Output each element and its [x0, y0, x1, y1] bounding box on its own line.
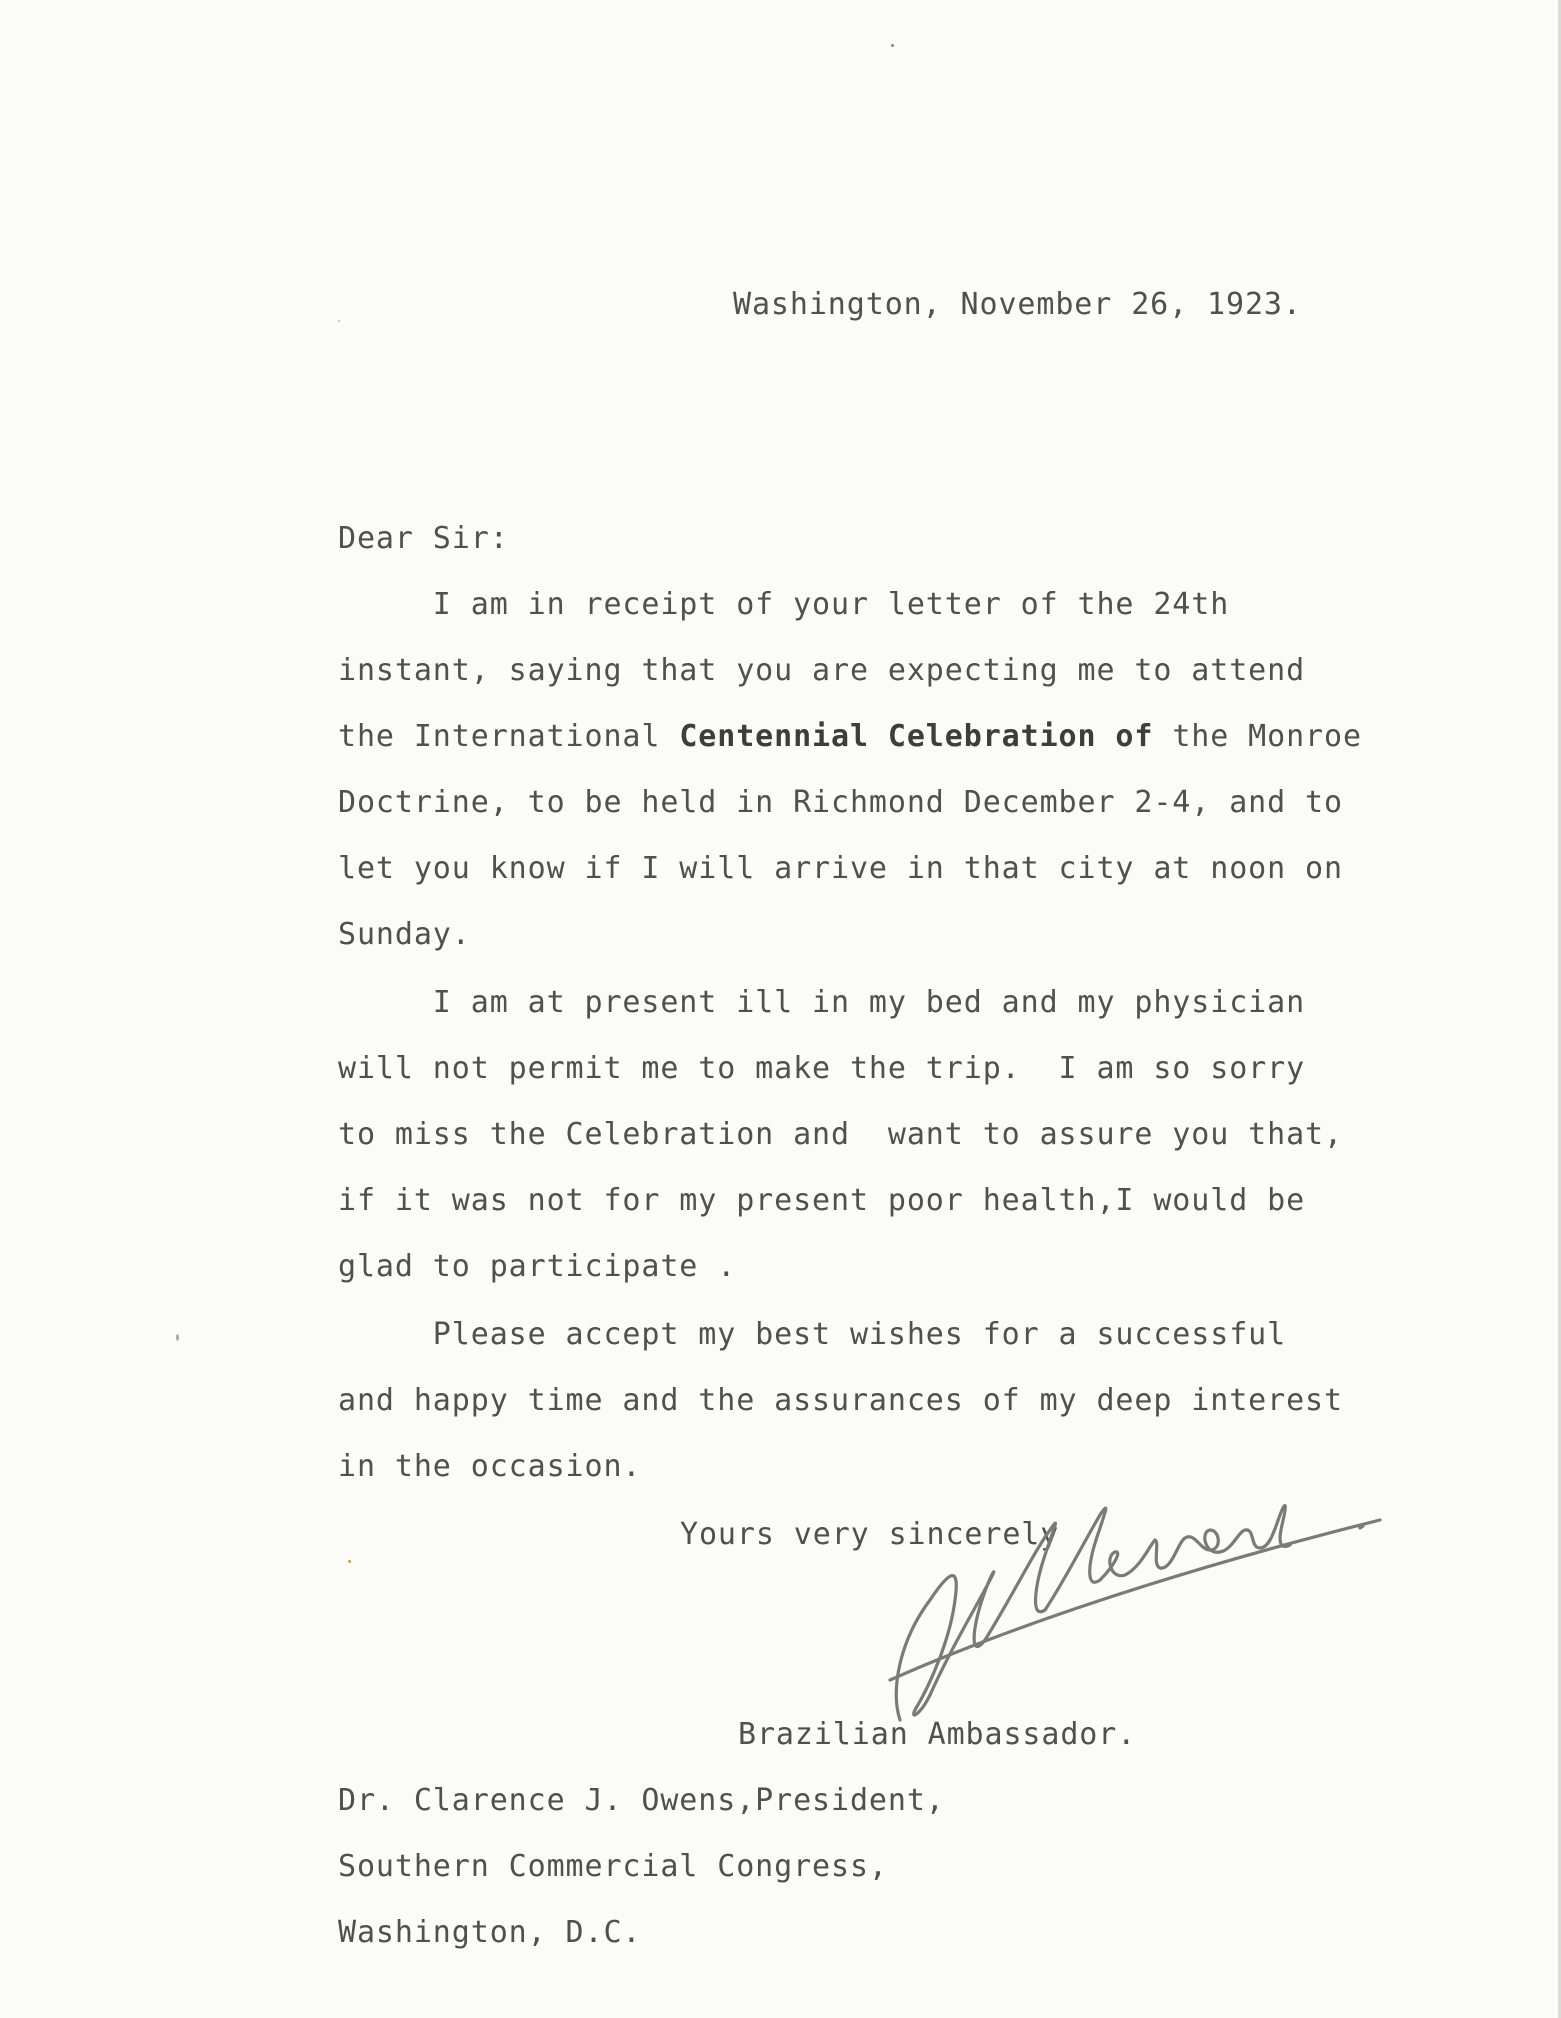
paper-speck	[891, 44, 894, 47]
paragraph-1-line-6: Sunday.	[338, 917, 471, 952]
handwritten-signature	[860, 1470, 1400, 1740]
paragraph-2-line-4: if it was not for my present poor health,I would be	[338, 1183, 1306, 1218]
paragraph-1-line-3	[338, 719, 1362, 754]
paragraph-2-line-2: will not permit me to make the trip. I am so sorry	[338, 1051, 1306, 1086]
paragraph-2-line-3: to miss the Celebration and want to assure you that,	[338, 1117, 1343, 1152]
paragraph-3-line-3: in the occasion.	[338, 1449, 642, 1484]
paragraph-3-line-1: Please accept my best wishes for a successful	[338, 1317, 1287, 1352]
paper-speck	[338, 320, 340, 322]
closing: Yours very sincerely	[680, 1517, 1060, 1552]
paragraph-1-line-5: let you know if I will arrive in that city at noon on	[338, 851, 1343, 886]
paragraph-1-line-1: I am in receipt of your letter of the 24th	[338, 587, 1230, 622]
paper-speck	[176, 1334, 179, 1341]
paragraph-3-line-2: and happy time and the assurances of my deep interest	[338, 1383, 1343, 1418]
recipient-line-1: Dr. Clarence J. Owens,President,	[338, 1783, 945, 1818]
dateline: Washington, November 26, 1923.	[733, 287, 1302, 322]
salutation: Dear Sir:	[338, 521, 509, 556]
recipient-line-2: Southern Commercial Congress,	[338, 1849, 888, 1884]
recipient-line-3: Washington, D.C.	[338, 1915, 642, 1950]
paragraph-1-line-3-end: the Monroe	[1153, 719, 1362, 754]
paragraph-2-line-1: I am at present ill in my bed and my physician	[338, 985, 1306, 1020]
signer-title: Brazilian Ambassador.	[738, 1717, 1137, 1752]
paragraph-1-line-2: instant, saying that you are expecting me to attend	[338, 653, 1306, 688]
paragraph-1-line-4: Doctrine, to be held in Richmond December 2-4, and to	[338, 785, 1343, 820]
paper-speck	[348, 1560, 351, 1563]
paragraph-1-line-3-start: the International	[338, 719, 680, 754]
paragraph-2-line-5: glad to participate .	[338, 1249, 737, 1284]
paragraph-1-line-3-bold: Centennial Celebration of	[679, 719, 1154, 754]
